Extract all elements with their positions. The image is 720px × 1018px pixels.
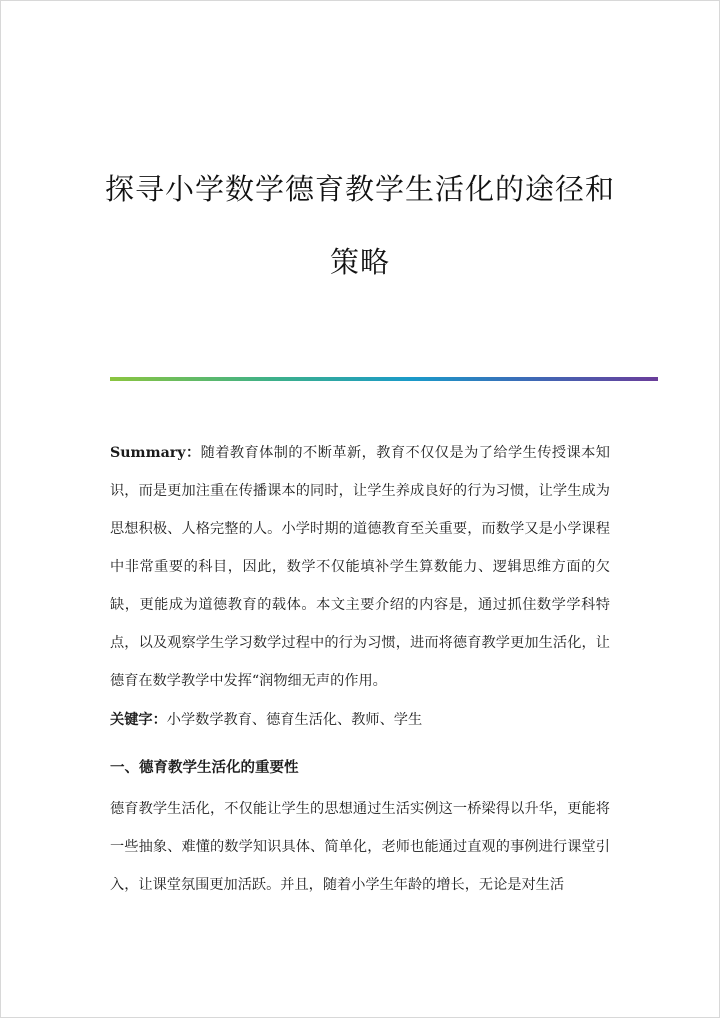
keywords-line: [110, 708, 422, 732]
section-paragraph: 德育教学生活化，不仅能让学生的思想通过生活实例这一桥梁得以升华，更能将一些抽象、难懂的数学知识具体、简单化，老师也能通过直观的事例进行课堂引入，让课堂氛围更加活跃。并且，随着小学生年龄的增长，无论是对生活: [110, 801, 610, 893]
keywords-text: 小学数学教育、德育生活化、教师、学生: [166, 712, 423, 728]
abstract-paragraph: [110, 434, 610, 700]
title-divider: [110, 377, 658, 381]
abstract-text: 随着教育体制的不断革新，教育不仅仅是为了给学生传授课本知识，而是更加注重在传播课本的同时，让学生养成良好的行为习惯，让学生成为思想积极、人格完整的人。小学时期的道德教育至关重要，而数学又是小学课程中非常重要的科目，因此，数学不仅能填补学生算数能力、逻辑思维方面的欠缺，更能成为道德教育的载体。本文主要介绍的内容是，通过抓住数学学科特点，以及观察学生学习数学过程中的行为习惯，进而将德育教学更加生活化，让德育在数学教学中发挥“润物细无声的作用。: [110, 445, 610, 689]
keywords-label: 关键字：: [110, 712, 167, 728]
document-title-line2: 策略: [329, 245, 390, 279]
section-heading: 一、德育教学生活化的重要性: [110, 759, 299, 776]
document-title-line1: 探寻小学数学德育教学生活化的途径和: [104, 172, 615, 206]
abstract-label: Summary：: [110, 445, 201, 461]
